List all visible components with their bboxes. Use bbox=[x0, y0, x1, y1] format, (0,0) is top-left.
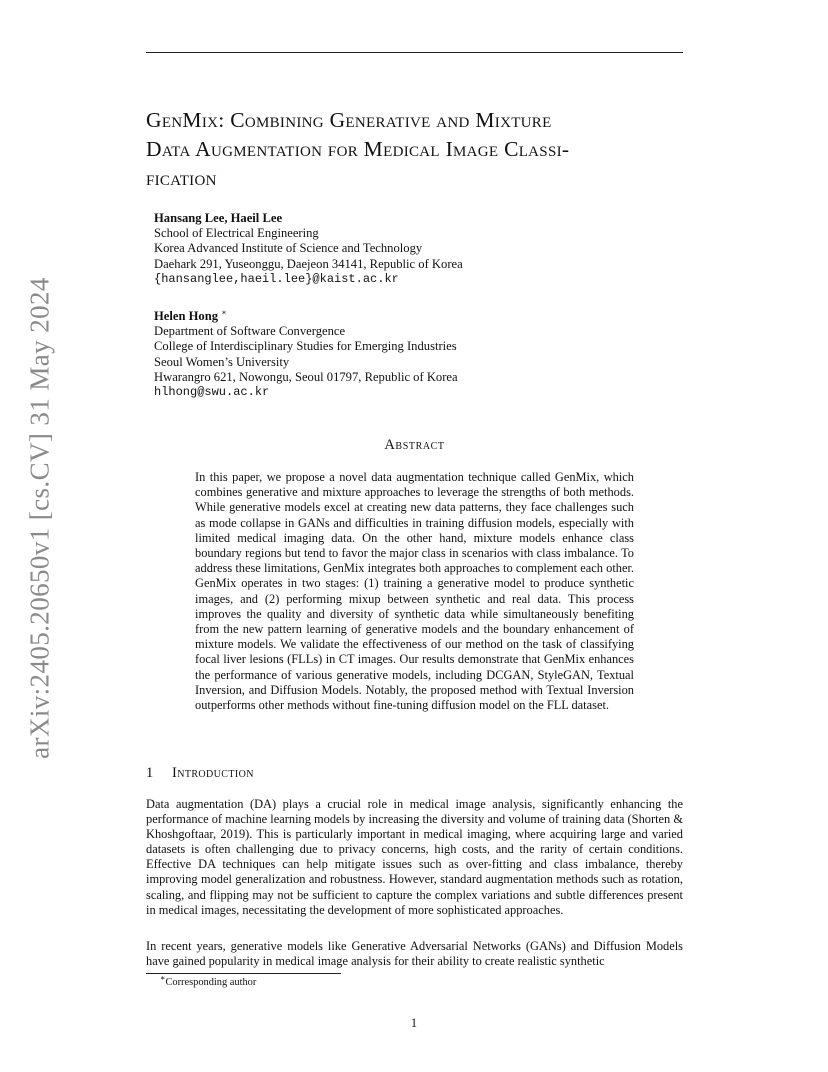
author-names: Helen Hong bbox=[154, 309, 219, 323]
footnote-rule bbox=[146, 973, 341, 974]
author-email[interactable]: hlhong@swu.ac.kr bbox=[154, 385, 270, 400]
author-affiliation: Seoul Women’s University bbox=[154, 354, 290, 369]
author-block-1 bbox=[154, 211, 654, 287]
title-line-2: Data Augmentation for Medical Image Classi- bbox=[146, 137, 570, 161]
author-block-2 bbox=[154, 309, 654, 400]
author-affiliation: College of Interdisciplinary Studies for Emerging Industries bbox=[154, 339, 457, 354]
title-line-3: fication bbox=[146, 166, 217, 190]
title-line-1: GenMix: Combining Generative and Mixture bbox=[146, 108, 552, 132]
paper-title bbox=[146, 106, 686, 193]
author-address: Daehark 291, Yuseonggu, Daejeon 34141, Republic of Korea bbox=[154, 256, 463, 271]
arxiv-stamp: arXiv:2405.20650v1 [cs.CV] 31 May 2024 bbox=[24, 277, 55, 759]
author-department: School of Electrical Engineering bbox=[154, 226, 319, 241]
footnote bbox=[160, 973, 257, 988]
author-names: Hansang Lee, Haeil Lee bbox=[154, 211, 283, 225]
body-paragraph: In recent years, generative models like Generative Adversarial Networks (GANs) and Diffusion Models have gained popularity in medical image analysis for their ability to create realistic synthetic bbox=[146, 939, 683, 969]
abstract-body: In this paper, we propose a novel data augmentation technique called GenMix, which combines generative and mixture approaches to leverage the strengths of both methods. While generative models excel at creating new data patterns, they face challenges such as mode collapse in GANs and difficulties in training diffusion models, especially with limited medical imaging data. On the other hand, mixture models enhance class boundary regions but tend to favor the major class in scenarios with class imbalance. To address these limitations, GenMix integrates both approaches to complement each other. GenMix operates in two stages: (1) training a generative model to produce synthetic images, and (2) performing mixup between synthetic and real data. This process improves the quality and diversity of synthetic data while simultaneously benefiting from the new pattern learning of generative models and the boundary enhancement of mixture models. We validate the effectiveness of our method on the task of classifying focal liver lesions (FLLs) in CT images. Our results demonstrate that GenMix enhances the performance of various generative models, including DCGAN, StyleGAN, Textual Inversion, and Diffusion Models. Notably, the proposed method with Textual Inversion outperforms other methods without fine-tuning diffusion model on the FLL dataset. bbox=[195, 470, 634, 713]
section-number: 1 bbox=[146, 765, 154, 781]
author-affiliation: Korea Advanced Institute of Science and Technology bbox=[154, 241, 423, 256]
footnote-text: Corresponding author bbox=[165, 977, 257, 988]
corresponding-marker[interactable]: ∗ bbox=[221, 307, 227, 317]
body-paragraph: Data augmentation (DA) plays a crucial role in medical image analysis, significantly enhancing the performance of machine learning models by increasing the diversity and volume of training data (Shorten & Khoshgoftaar, 2019). This is particularly important in medical imaging, where acquiring large and varied datasets is often challenging due to privacy concerns, high costs, and the rarity of certain conditions. Effective DA techniques can help mitigate issues such as over-fitting and class imbalance, thereby improving model generalization and robustness. However, standard augmentation methods such as rotation, scaling, and flipping may not be sufficient to capture the complex variations and subtle differences present in medical images, necessitating the development of more sophisticated approaches. bbox=[146, 797, 683, 917]
top-rule bbox=[146, 52, 683, 53]
author-email[interactable]: {hansanglee,haeil.lee}@kaist.ac.kr bbox=[154, 271, 399, 286]
section-title: Introduction bbox=[172, 765, 254, 781]
footnote-marker: ∗ bbox=[160, 973, 166, 983]
author-address: Hwarangro 621, Nowongu, Seoul 01797, Republic of Korea bbox=[154, 369, 458, 384]
section-heading-introduction bbox=[146, 765, 254, 782]
page-number: 1 bbox=[410, 1016, 418, 1030]
abstract-heading: Abstract bbox=[384, 437, 445, 453]
author-department: Department of Software Convergence bbox=[154, 324, 346, 339]
